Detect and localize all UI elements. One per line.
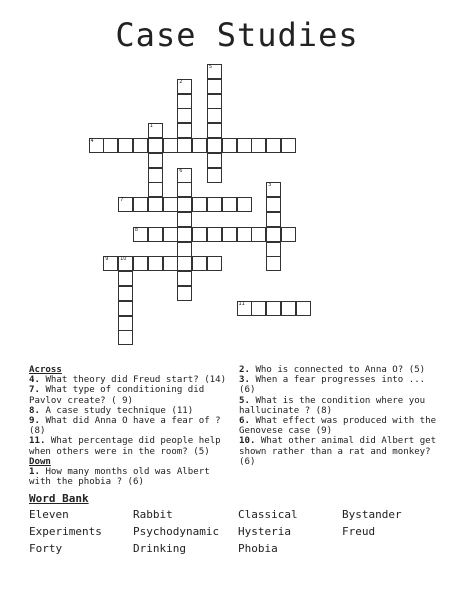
word-bank-item: Rabbit xyxy=(133,508,173,521)
crossword-cell[interactable] xyxy=(251,227,266,242)
crossword-cell[interactable] xyxy=(237,227,252,242)
page-title: Case Studies xyxy=(115,16,359,54)
down-clue: 3. When a fear progresses into ... (6) xyxy=(239,375,426,396)
clue-number: 3 xyxy=(268,182,272,189)
across-heading: Across xyxy=(29,365,62,375)
crossword-cell[interactable] xyxy=(177,271,192,286)
crossword-cell[interactable] xyxy=(177,182,192,197)
crossword-cell[interactable] xyxy=(237,301,252,316)
crossword-cell[interactable] xyxy=(207,153,222,168)
crossword-cell[interactable] xyxy=(222,227,237,242)
crossword-cell[interactable] xyxy=(163,227,178,242)
crossword-cell[interactable] xyxy=(266,182,281,197)
clues-left-column xyxy=(29,365,234,487)
crossword-cell[interactable] xyxy=(281,138,296,153)
word-bank-item: Drinking xyxy=(133,542,186,555)
crossword-cell[interactable] xyxy=(163,197,178,212)
crossword-cell[interactable] xyxy=(207,227,222,242)
crossword-cell[interactable] xyxy=(118,301,133,316)
word-bank-heading: Word Bank xyxy=(29,492,89,505)
crossword-cell[interactable] xyxy=(192,227,207,242)
crossword-cell[interactable] xyxy=(163,256,178,271)
down-clue: 2. Who is connected to Anna O? (5) xyxy=(239,365,426,375)
crossword-cell[interactable] xyxy=(177,197,192,212)
clue-number: 5 xyxy=(208,64,213,70)
clue-number: 8 xyxy=(134,226,139,233)
clue-number: 9 xyxy=(105,256,109,263)
crossword-cell[interactable] xyxy=(266,301,281,316)
crossword-cell[interactable] xyxy=(281,301,296,316)
across-clue: 9. What did Anna O have a fear of ? (8) xyxy=(29,416,221,437)
clue-number: 2 xyxy=(179,78,183,85)
crossword-cell[interactable] xyxy=(148,123,163,138)
crossword-cell[interactable] xyxy=(207,79,222,94)
crossword-cell[interactable] xyxy=(177,108,192,123)
crossword-cell[interactable] xyxy=(163,138,178,153)
crossword-cell[interactable] xyxy=(251,301,266,316)
down-clue: 6. What effect was produced with the Genovese case (9) xyxy=(239,416,437,437)
clue-number: 1 xyxy=(149,123,153,130)
word-bank-item: Classical xyxy=(238,508,298,521)
crossword-cell[interactable] xyxy=(118,197,133,212)
crossword-cell[interactable] xyxy=(118,316,133,331)
crossword-cell[interactable] xyxy=(148,227,163,242)
crossword-cell[interactable] xyxy=(207,123,222,138)
crossword-cell[interactable] xyxy=(118,256,133,271)
crossword-cell[interactable] xyxy=(207,94,222,109)
clues-right-column xyxy=(239,365,444,467)
crossword-cell[interactable] xyxy=(266,242,281,257)
word-bank-item: Experiments xyxy=(29,525,102,538)
crossword-cell[interactable] xyxy=(118,286,133,301)
word-bank-item: Phobia xyxy=(238,542,278,555)
word-bank-item: Eleven xyxy=(29,508,69,521)
word-bank-item: Forty xyxy=(29,542,63,555)
crossword-cell[interactable] xyxy=(207,256,222,271)
crossword-cell[interactable] xyxy=(207,168,222,183)
crossword-cell[interactable] xyxy=(296,301,311,316)
crossword-cell[interactable] xyxy=(207,197,222,212)
crossword-cell[interactable] xyxy=(133,197,148,212)
crossword-cell[interactable] xyxy=(148,138,163,153)
crossword-cell[interactable] xyxy=(266,138,281,153)
crossword-cell[interactable] xyxy=(266,212,281,227)
crossword-cell[interactable] xyxy=(207,64,222,79)
across-clue: 8. A case study technique (11) xyxy=(29,405,194,416)
clue-number: 4 xyxy=(90,138,94,144)
crossword-cell[interactable] xyxy=(237,197,252,212)
crossword-cell[interactable] xyxy=(177,168,192,183)
crossword-cell[interactable] xyxy=(148,182,163,197)
down-heading: Down xyxy=(29,456,51,467)
across-clue: 4. What theory did Freud start? (14) xyxy=(29,375,227,386)
crossword-cell[interactable] xyxy=(89,138,104,153)
crossword-cell[interactable] xyxy=(133,138,148,153)
clue-number: 10 xyxy=(120,256,127,263)
crossword-cell[interactable] xyxy=(118,138,133,153)
word-bank-item: Psychodynamic xyxy=(133,525,220,538)
crossword-cell[interactable] xyxy=(177,138,192,153)
crossword-cell[interactable] xyxy=(177,79,192,94)
word-bank-item: Hysteria xyxy=(238,525,291,538)
crossword-cell[interactable] xyxy=(207,138,222,153)
crossword-cell[interactable] xyxy=(266,197,281,212)
crossword-cell[interactable] xyxy=(177,212,192,227)
crossword-cell[interactable] xyxy=(222,197,237,212)
crossword-cell[interactable] xyxy=(148,168,163,183)
crossword-cell[interactable] xyxy=(222,138,237,153)
crossword-cell[interactable] xyxy=(177,286,192,301)
crossword-cell[interactable] xyxy=(103,256,118,271)
crossword-cell[interactable] xyxy=(266,256,281,271)
crossword-cell[interactable] xyxy=(118,330,133,345)
crossword-cell[interactable] xyxy=(192,138,207,153)
crossword-cell[interactable] xyxy=(177,242,192,257)
crossword-cell[interactable] xyxy=(237,138,252,153)
crossword-cell[interactable] xyxy=(177,227,192,242)
crossword-cell[interactable] xyxy=(281,227,296,242)
crossword-cell[interactable] xyxy=(207,108,222,123)
crossword-cell[interactable] xyxy=(133,227,148,242)
down-clue: 5. What is the condition where you hallucinate ? (8) xyxy=(239,395,426,416)
crossword-cell[interactable] xyxy=(177,123,192,138)
crossword-cell[interactable] xyxy=(192,256,207,271)
crossword-cell[interactable] xyxy=(177,256,192,271)
down-clue: 1. How many months old was Albert with the phobia ? (6) xyxy=(29,467,210,488)
clue-number: 11 xyxy=(238,300,245,307)
clue-number: 7 xyxy=(120,197,124,204)
clue-number: 6 xyxy=(179,167,183,174)
crossword-cell[interactable] xyxy=(148,153,163,168)
across-clue: 7. What type of conditioning did Pavlov create? ( 9) xyxy=(29,385,205,406)
crossword-cell[interactable] xyxy=(133,256,148,271)
word-bank-item: Freud xyxy=(342,525,376,538)
across-clue: 11. What percentage did people help when others were in the room? (5) xyxy=(29,436,221,457)
crossword-cell[interactable] xyxy=(177,94,192,109)
crossword-cell[interactable] xyxy=(251,138,266,153)
crossword-cell[interactable] xyxy=(118,271,133,286)
word-bank-item: Bystander xyxy=(342,508,402,521)
crossword-cell[interactable] xyxy=(148,256,163,271)
crossword-cell[interactable] xyxy=(192,197,207,212)
crossword-cell[interactable] xyxy=(266,227,281,242)
down-clue: 10. What other animal did Albert get shown rather than a rat and monkey? (6) xyxy=(239,436,437,467)
crossword-cell[interactable] xyxy=(103,138,118,153)
crossword-cell[interactable] xyxy=(148,197,163,212)
